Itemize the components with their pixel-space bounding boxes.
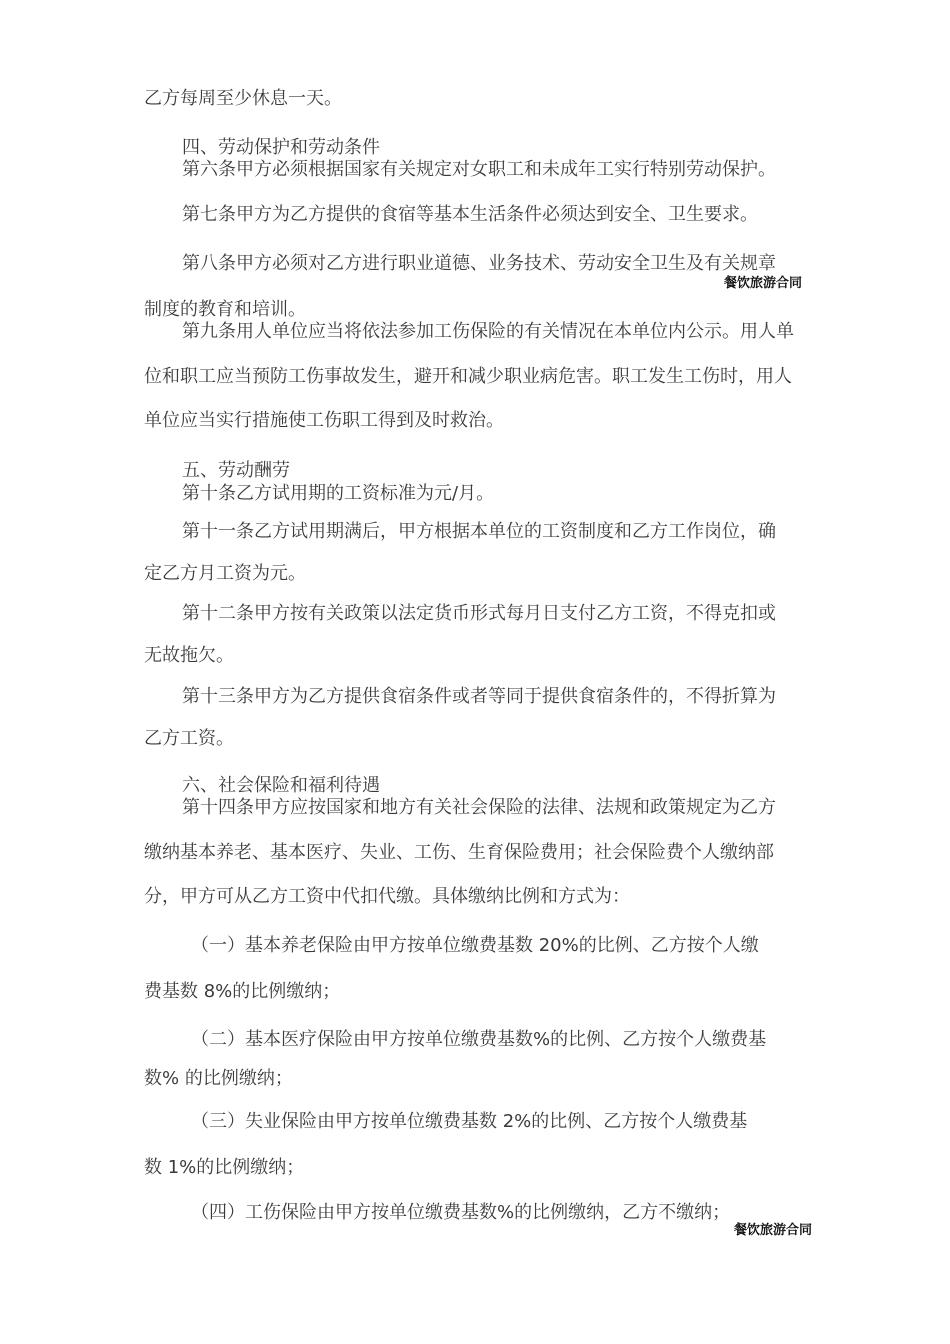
text-line: 第十四条甲方应按国家和地方有关社会保险的法律、法规和政策规定为乙方 [182, 797, 776, 818]
watermark-label: 餐饮旅游合同 [734, 1223, 813, 1238]
section-heading: 六、社会保险和福利待遇 [182, 775, 380, 796]
text-line: 数 1%的比例缴纳； [144, 1157, 305, 1178]
section-heading: 五、劳动酬劳 [182, 460, 290, 481]
text-line: （四）工伤保险由甲方按单位缴费基数%的比例缴纳，乙方不缴纳； [191, 1202, 731, 1223]
text-line: 缴纳基本养老、基本医疗、失业、工伤、生育保险费用；社会保险费个人缴纳部 [144, 842, 774, 863]
text-line: （二）基本医疗保险由甲方按单位缴费基数%的比例、乙方按个人缴费基 [191, 1029, 767, 1050]
text-line: 定乙方月工资为元。 [144, 563, 306, 584]
text-line: （一）基本养老保险由甲方按单位缴费基数 20%的比例、乙方按个人缴 [191, 935, 759, 956]
text-line: 第十三条甲方为乙方提供食宿条件或者等同于提供食宿条件的，不得折算为 [182, 686, 776, 707]
text-line: （三）失业保险由甲方按单位缴费基数 2%的比例、乙方按个人缴费基 [191, 1111, 748, 1132]
text-line: 单位应当实行措施使工伤职工得到及时救治。 [144, 410, 504, 431]
text-line: 费基数 8%的比例缴纳； [144, 981, 341, 1002]
text-line: 乙方工资。 [144, 728, 234, 749]
text-line: 数% 的比例缴纳； [144, 1068, 293, 1089]
watermark-label: 餐饮旅游合同 [724, 276, 803, 291]
text-line: 第六条甲方必须根据国家有关规定对女职工和未成年工实行特别劳动保护。 [182, 159, 776, 180]
text-line: 乙方每周至少休息一天。 [144, 88, 342, 109]
text-line: 位和职工应当预防工伤事故发生，避开和减少职业病危害。职工发生工伤时，用人 [144, 366, 792, 387]
text-line: 第十条乙方试用期的工资标准为元/月。 [182, 483, 495, 504]
text-line: 第七条甲方为乙方提供的食宿等基本生活条件必须达到安全、卫生要求。 [182, 204, 758, 225]
text-line: 第九条用人单位应当将依法参加工伤保险的有关情况在本单位内公示。用人单 [182, 321, 794, 342]
text-line: 无故拖欠。 [144, 645, 234, 666]
text-line: 第十二条甲方按有关政策以法定货币形式每月日支付乙方工资，不得克扣或 [182, 603, 776, 624]
text-line: 分，甲方可从乙方工资中代扣代缴。具体缴纳比例和方式为： [144, 886, 630, 907]
section-heading: 四、劳动保护和劳动条件 [182, 137, 380, 158]
text-line: 第八条甲方必须对乙方进行职业道德、业务技术、劳动安全卫生及有关规章 [182, 253, 776, 274]
text-line: 制度的教育和培训。 [144, 299, 306, 320]
text-line: 第十一条乙方试用期满后，甲方根据本单位的工资制度和乙方工作岗位，确 [182, 521, 776, 542]
